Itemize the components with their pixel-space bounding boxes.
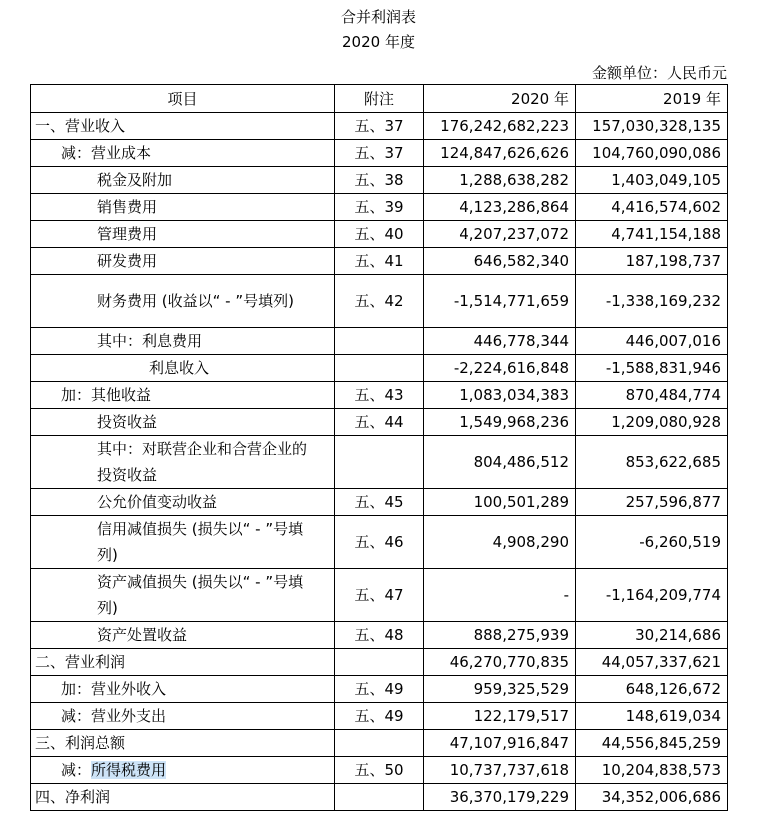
row-value-2019: 187,198,737 [576,248,728,275]
statement-title: 合并利润表 [340,8,416,26]
row-item-label: 一、营业收入 [31,113,335,140]
table-row [31,703,728,730]
row-value-2019: 44,057,337,621 [576,649,728,676]
table-row [31,784,728,811]
row-value-2020: 646,582,340 [424,248,576,275]
row-value-2020: 959,325,529 [424,676,576,703]
row-item-label: 加：营业外收入 [31,676,335,703]
table-row [31,113,728,140]
row-note: 五、40 [335,221,424,248]
table-row [31,489,728,516]
row-value-2019: 10,204,838,573 [576,757,728,784]
row-value-2020: 4,908,290 [424,516,576,569]
row-note: 五、37 [335,140,424,167]
row-note: 五、38 [335,167,424,194]
row-value-2020: 446,778,344 [424,328,576,355]
row-note [335,328,424,355]
row-value-2019: 870,484,774 [576,382,728,409]
row-value-2020: 36,370,179,229 [424,784,576,811]
row-item-label: 减：营业成本 [31,140,335,167]
row-item-label: 公允价值变动收益 [31,489,335,516]
row-item-label: 加：其他收益 [31,382,335,409]
row-item-label: 信用减值损失 (损失以“ - ”号填列) [31,516,335,569]
row-value-2019: 104,760,090,086 [576,140,728,167]
row-value-2020: 804,486,512 [424,436,576,489]
row-value-2020: 1,083,034,383 [424,382,576,409]
row-value-2019: -1,338,169,232 [576,275,728,328]
row-item-label: 资产减值损失 (损失以“ - ”号填列) [31,569,335,622]
row-value-2020: 4,123,286,864 [424,194,576,221]
row-note: 五、37 [335,113,424,140]
table-row [31,516,728,569]
row-note: 五、42 [335,275,424,328]
row-value-2020: 888,275,939 [424,622,576,649]
row-value-2020: 122,179,517 [424,703,576,730]
table-row [31,140,728,167]
row-item-label: 其中：对联营企业和合营企业的投资收益 [31,436,335,489]
table-row [31,328,728,355]
row-note [335,784,424,811]
row-value-2019: 4,741,154,188 [576,221,728,248]
table-row [31,409,728,436]
row-note [335,649,424,676]
table-row [31,382,728,409]
row-item-label: 管理费用 [31,221,335,248]
row-note [335,436,424,489]
row-value-2019: 446,007,016 [576,328,728,355]
row-value-2019: 257,596,877 [576,489,728,516]
row-item-label: 税金及附加 [31,167,335,194]
table-body [31,113,728,811]
row-item-label: 资产处置收益 [31,622,335,649]
income-statement-table [30,84,728,811]
table-row [31,355,728,382]
row-value-2020: -2,224,616,848 [424,355,576,382]
column-header-2019: 2019 年 [576,85,728,113]
table-row [31,622,728,649]
row-note: 五、41 [335,248,424,275]
row-item-label: 投资收益 [31,409,335,436]
row-value-2020: 47,107,916,847 [424,730,576,757]
row-note [335,730,424,757]
row-item-label: 财务费用 (收益以“ - ”号填列) [31,275,335,328]
table-row [31,649,728,676]
row-value-2019: 1,209,080,928 [576,409,728,436]
column-header-item: 项目 [31,85,335,113]
row-note: 五、50 [335,757,424,784]
row-note: 五、39 [335,194,424,221]
row-note [335,355,424,382]
row-value-2019: 853,622,685 [576,436,728,489]
row-note: 五、49 [335,676,424,703]
table-row [31,221,728,248]
table-row [31,730,728,757]
table-row [31,275,728,328]
row-note: 五、45 [335,489,424,516]
row-note: 五、49 [335,703,424,730]
row-note: 五、44 [335,409,424,436]
statement-period: 2020 年度 [342,33,415,51]
row-value-2020: 124,847,626,626 [424,140,576,167]
row-value-2020: 1,288,638,282 [424,167,576,194]
table-row [31,248,728,275]
row-value-2019: 4,416,574,602 [576,194,728,221]
table-row [31,757,728,784]
table-row [31,167,728,194]
row-value-2019: 44,556,845,259 [576,730,728,757]
row-value-2019: -1,164,209,774 [576,569,728,622]
row-item-label: 三、利润总额 [31,730,335,757]
table-row [31,436,728,489]
row-value-2019: 34,352,006,686 [576,784,728,811]
row-value-2020: 10,737,737,618 [424,757,576,784]
table-row [31,676,728,703]
row-item-label: 减：营业外支出 [31,703,335,730]
row-value-2019: 648,126,672 [576,676,728,703]
table-header-row [31,85,728,113]
currency-unit: 金额单位：人民币元 [591,64,727,82]
row-note: 五、47 [335,569,424,622]
table-row [31,194,728,221]
row-value-2020: 46,270,770,835 [424,649,576,676]
row-item-label: 利息收入 [31,355,335,382]
row-item-label: 研发费用 [31,248,335,275]
row-note: 五、46 [335,516,424,569]
row-value-2019: 1,403,049,105 [576,167,728,194]
column-header-2020: 2020 年 [424,85,576,113]
row-note: 五、43 [335,382,424,409]
column-header-note: 附注 [335,85,424,113]
row-value-2019: -1,588,831,946 [576,355,728,382]
row-value-2019: -6,260,519 [576,516,728,569]
row-value-2020: 100,501,289 [424,489,576,516]
row-item-label: 其中：利息费用 [31,328,335,355]
selected-text: 所得税费用 [91,761,167,779]
row-note: 五、48 [335,622,424,649]
row-value-2019: 157,030,328,135 [576,113,728,140]
row-value-2019: 148,619,034 [576,703,728,730]
row-value-2020: 176,242,682,223 [424,113,576,140]
row-value-2019: 30,214,686 [576,622,728,649]
table-row [31,569,728,622]
row-value-2020: 4,207,237,072 [424,221,576,248]
row-item-label: 四、净利润 [31,784,335,811]
row-item-label: 销售费用 [31,194,335,221]
row-value-2020: - [424,569,576,622]
row-value-2020: 1,549,968,236 [424,409,576,436]
row-item-label: 减：所得税费用 [31,757,335,784]
row-item-label: 二、营业利润 [31,649,335,676]
row-value-2020: -1,514,771,659 [424,275,576,328]
